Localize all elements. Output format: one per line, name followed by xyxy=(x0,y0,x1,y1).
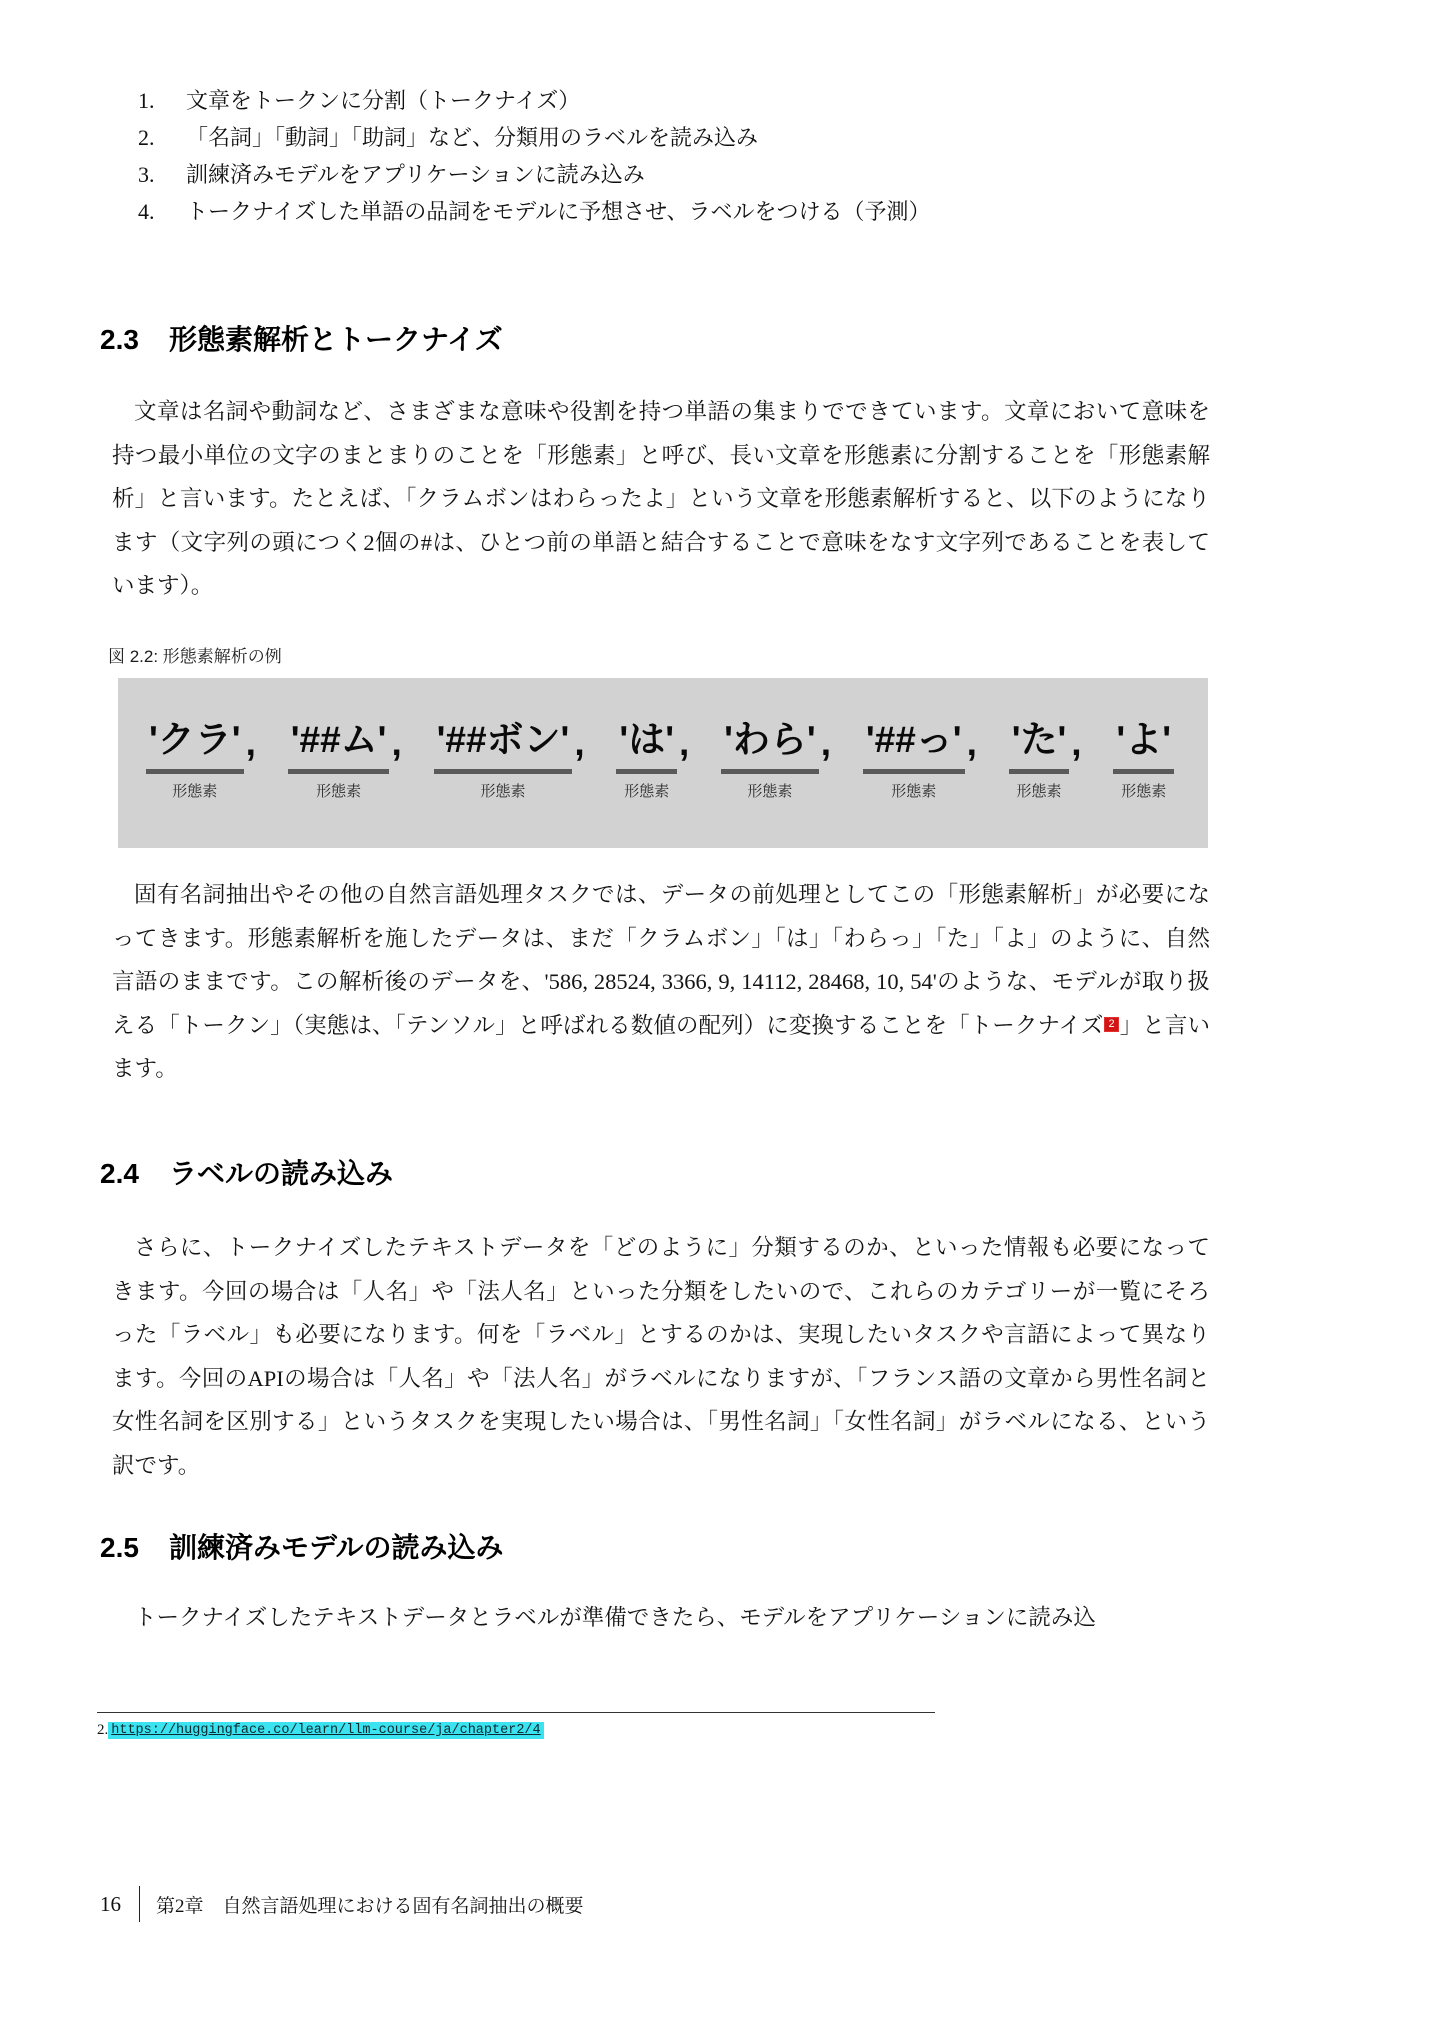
token-separator: , xyxy=(574,722,585,763)
process-steps-list xyxy=(138,82,1218,230)
footnote-url-link[interactable]: https://huggingface.co/learn/llm-course/ja/chapter2/4 xyxy=(108,1722,543,1739)
list-item-number: 3. xyxy=(138,162,155,187)
figure-caption: 図 2.2: 形態素解析の例 xyxy=(108,647,282,666)
token-unit xyxy=(616,720,689,848)
footnote xyxy=(97,1722,544,1739)
footnote-number: 2. xyxy=(97,1722,109,1738)
token-label: 形態素 xyxy=(172,783,218,800)
figure-token-example xyxy=(118,678,1208,848)
list-item-number: 2. xyxy=(138,125,155,150)
paragraph-text-after-marker: 」と言います。 xyxy=(112,1012,1210,1081)
section-number: 2.4 xyxy=(100,1158,139,1189)
section-number: 2.3 xyxy=(100,324,139,355)
token-text: 'わら' xyxy=(721,720,819,774)
token-unit xyxy=(863,720,977,848)
token-separator: , xyxy=(391,722,402,763)
token-text: 'よ' xyxy=(1113,720,1174,774)
paragraph-model-loading: トークナイズしたテキストデータとラベルが準備できたら、モデルをアプリケーションに読み込 xyxy=(134,1605,1096,1630)
section-heading-2-3 xyxy=(100,318,503,358)
list-item xyxy=(138,82,1218,119)
list-item-text: 訓練済みモデルをアプリケーションに読み込み xyxy=(186,162,645,187)
list-item-number: 1. xyxy=(138,88,155,113)
token-label: 形態素 xyxy=(891,783,937,800)
list-item-text: トークナイズした単語の品詞をモデルに予想させ、ラベルをつける（予測） xyxy=(186,199,931,224)
list-item-number: 4. xyxy=(138,199,155,224)
token-label: 形態素 xyxy=(747,783,793,800)
paragraph-morphological-analysis: 文章は名詞や動詞など、さまざまな意味や役割を持つ単語の集まりでできています。文章において意味を持つ最小単位の文字のまとまりのことを「形態素」と呼び、長い文章を形態素に分割することを「形態素解析」と言います。たとえば、「クラムボンはわらったよ」という文章を形態素解析すると、以下のようになります（文字列の頭につく2個の#は、ひとつ前の単語と結合することで意味をなす文字列であることを表しています）。 xyxy=(112,399,1210,598)
section-heading-2-4 xyxy=(100,1152,393,1192)
paragraph-labels: さらに、トークナイズしたテキストデータを「どのように」分類するのか、といった情報も必要になってきます。今回の場合は「人名」や「法人名」といった分類をしたいので、これらのカテゴリーが一覧にそろった「ラベル」も必要になります。何を「ラベル」とするのかは、実現したいタスクや言語によって異なります。今回のAPIの場合は「人名」や「法人名」がラベルになりますが、「フランス語の文章から男性名詞と女性名詞を区別する」というタスクを実現したい場合は、「男性名詞」「女性名詞」がラベルになる、という訳です。 xyxy=(112,1235,1210,1478)
token-label: 形態素 xyxy=(480,783,526,800)
token-unit xyxy=(146,720,256,848)
footnote-marker-link[interactable]: 2 xyxy=(1104,1017,1118,1032)
token-separator: , xyxy=(245,722,256,763)
footer-chapter-title: 第2章 自然言語処理における固有名詞抽出の概要 xyxy=(156,1895,584,1917)
paragraph-tokenize xyxy=(112,873,1210,1091)
list-item xyxy=(138,193,1218,230)
token-text: '##っ' xyxy=(863,720,965,774)
page-footer xyxy=(100,1886,584,1922)
token-text: '##ム' xyxy=(288,720,390,774)
section-title: ラベルの読み込み xyxy=(168,1158,393,1189)
token-text: 'は' xyxy=(616,720,677,774)
page-number: 16 xyxy=(100,1891,121,1916)
section-number: 2.5 xyxy=(100,1532,139,1563)
token-separator: , xyxy=(1071,722,1082,763)
token-unit xyxy=(721,720,831,848)
token-text: 'た' xyxy=(1009,720,1070,774)
token-separator: , xyxy=(679,722,690,763)
token-unit xyxy=(1009,720,1082,848)
token-text: 'クラ' xyxy=(146,720,244,774)
list-item-text: 文章をトークンに分割（トークナイズ） xyxy=(186,88,581,113)
token-label: 形態素 xyxy=(1121,783,1167,800)
token-label: 形態素 xyxy=(316,783,362,800)
section-title: 形態素解析とトークナイズ xyxy=(168,324,503,355)
token-unit xyxy=(1113,720,1174,848)
token-separator: , xyxy=(820,722,832,763)
footnote-rule xyxy=(97,1712,935,1713)
token-unit xyxy=(434,720,585,848)
list-item xyxy=(138,156,1218,193)
section-title: 訓練済みモデルの読み込み xyxy=(168,1532,504,1563)
token-unit xyxy=(288,720,402,848)
footer-divider xyxy=(139,1886,140,1922)
paragraph-text-before-marker: 固有名詞抽出やその他の自然言語処理タスクでは、データの前処理としてこの「形態素解析」が必要になってきます。形態素解析を施したデータは、まだ「クラムボン」「は」「わらっ」「た」「よ」のように、自然言語のままです。この解析後のデータを、'586, 28524, 3366, 9, 14112, 28468, 10, 54'のような、モデルが取り扱える「トークン」（実態は、「テンソル」と呼ばれる数値の配列）に変換することを「トークナイズ xyxy=(112,882,1210,1038)
list-item xyxy=(138,119,1218,156)
token-label: 形態素 xyxy=(624,783,670,800)
token-label: 形態素 xyxy=(1016,783,1062,800)
list-item-text: 「名詞」「動詞」「助詞」など、分類用のラベルを読み込み xyxy=(186,125,759,150)
token-text: '##ボン' xyxy=(434,720,573,774)
token-separator: , xyxy=(966,722,977,763)
section-heading-2-5 xyxy=(100,1526,504,1566)
